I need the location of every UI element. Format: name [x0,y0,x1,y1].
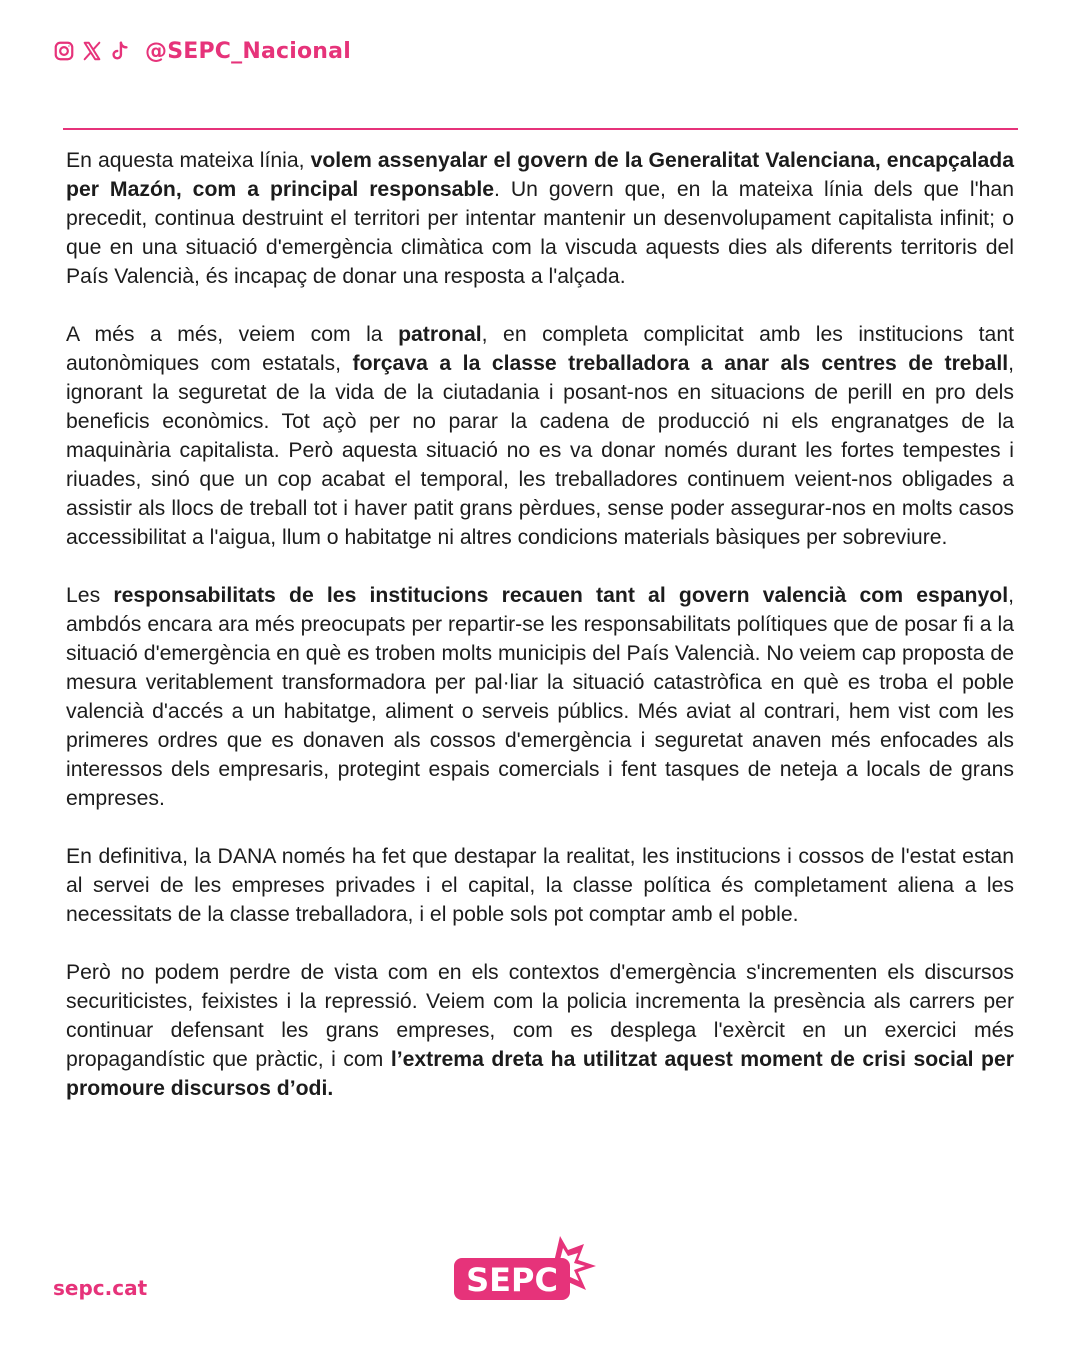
paragraph-2 [66,320,1014,552]
social-handle[interactable]: @SEPC_Nacional [145,38,351,64]
svg-text:SEPC: SEPC [466,1261,558,1299]
article-body [66,146,1014,1132]
header-divider [63,128,1018,130]
social-header [53,36,351,66]
website-link[interactable]: sepc.cat [53,1276,148,1300]
text-run: En definitiva, la DANA només ha fet que destapar la realitat, les institucions i cossos de l'estat estan al servei de les empreses privades i el capital, la classe política és completament aliena a les necessitats de la classe treballadora, i el poble sols pot comptar amb el poble. [66,845,1014,926]
tiktok-icon[interactable] [109,40,131,62]
bold-text: l’extrema dreta ha utilitzat aquest moment de crisi social per promoure discursos d’odi. [66,1048,1014,1100]
instagram-icon[interactable] [53,40,75,62]
bold-text: volem assenyalar el govern de la Generalitat Valenciana, encapçalada per Mazón, com a principal responsable [66,149,1014,201]
bold-text: patronal [398,323,482,346]
text-run: En aquesta mateixa línia, [66,149,311,172]
bold-text: responsabilitats de les institucions recauen tant al govern valencià com espanyol [113,584,1009,607]
text-run: A més a més, veiem com la [66,323,399,346]
paragraph-1 [66,146,1014,291]
x-icon[interactable] [81,40,103,62]
text-run: Les [66,584,114,607]
bold-text: forçava a la classe treballadora a anar als centres de treball [352,352,1009,375]
paragraph-5 [66,958,1014,1103]
sepc-logo [450,1232,600,1306]
paragraph-3 [66,581,1014,813]
text-run: Però no podem perdre de vista com en els contextos d'emergència s'incrementen els discursos securiticistes, feixistes i la repressió. Veiem com la policia incrementa la presència als carrers per continuar defensant les grans empreses, com es desplega l'exèrcit en un exercici més propagandístic que pràctic, i com [66,961,1014,1071]
text-run: , ambdós encara ara més preocupats per repartir-se les responsabilitats polítiques que de posar fi a la situació d'emergència en què es troben molts municipis del País Valencià. No veiem cap proposta de mesura veritablement transformadora per pal·liar la situació catastròfica en què es troba el poble valencià d'accés a un habitatge, aliment o serveis públics. Més aviat al contrari, hem vist com les primeres ordres que es donaven als cossos d'emergència i seguretat anaven més enfocades als interessos dels empresaris, protegint espais comercials i fent tasques de neteja a locals de grans empreses. [66,584,1014,810]
text-run: , ignorant la seguretat de la vida de la ciutadania i posant-nos en situacions de perill en pro dels beneficis econòmics. Tot açò per no parar la cadena de producció ni els engranatges de la maquinària capitalista. Però aquesta situació no es va donar només durant les fortes tempestes i riuades, sinó que un cop acabat el temporal, les treballadores continuem veient-nos obligades a assistir als llocs de treball tot i haver patit grans pèrdues, sense poder assegurar-nos en molts casos accessibilitat a l'aigua, llum o habitatge ni altres condicions materials bàsiques per sobreviure. [66,352,1014,549]
text-run: , en completa complicitat amb les institucions tant autonòmiques com estatals, [66,323,1014,375]
paragraph-4 [66,842,1014,929]
text-run: . Un govern que, en la mateixa línia dels que l'han precedit, continua destruint el territori per intentar mantenir un desenvolupament capitalista infinit; o que en una situació d'emergència climàtica com la viscuda aquests dies als diferents territoris del País Valencià, és incapaç de donar una resposta a l'alçada. [66,178,1014,288]
